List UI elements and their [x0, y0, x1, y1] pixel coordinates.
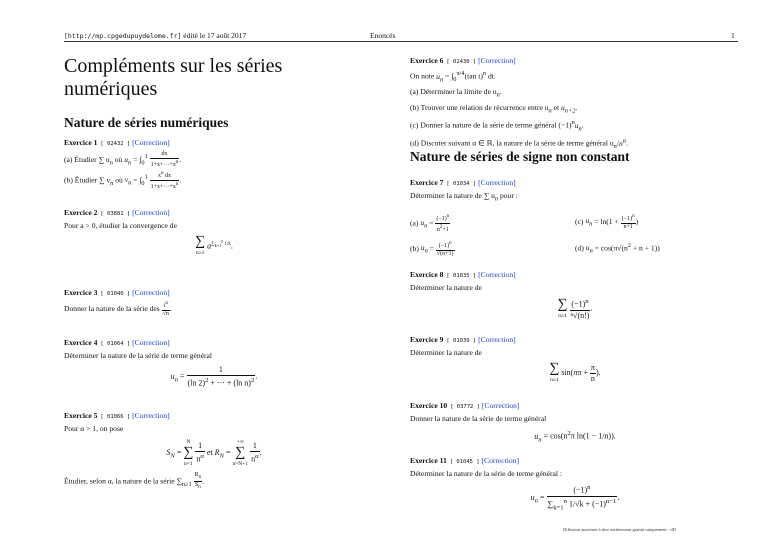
- exercise-10: Exercice 10 [ 03772 ] [Correction] Donner la nature de la série de terme général $u_n = \cos(n^2\pi$ ln(1 − 1/n)).: [410, 401, 616, 444]
- correction-link[interactable]: [Correction]: [132, 138, 170, 147]
- correction-link[interactable]: [Correction]: [132, 411, 170, 420]
- header-edited: édité le 17 août 2017: [183, 31, 247, 40]
- page-number: 1: [731, 31, 735, 40]
- header-center: Enoncés: [370, 31, 396, 40]
- correction-link[interactable]: [Correction]: [478, 270, 516, 279]
- correction-link[interactable]: [Correction]: [478, 335, 516, 344]
- exercise-4: Exercice 4 [ 01064 ] [Correction] Déterminer la nature de la série de terme général $u_n$ = $\frac{1}{(\ln 2)^2 + \cdot\cdot\cdot + (\ln n)^2}$ .: [64, 338, 258, 388]
- exercise-9: Exercice 9 [ 01039 ] [Correction] Déterminer la nature de ∑ n≥1 sin(nπ + $\frac{\pi}{n}$ ).: [410, 335, 601, 383]
- correction-link[interactable]: [Correction]: [481, 456, 520, 465]
- correction-link[interactable]: [Correction]: [132, 208, 170, 217]
- correction-link[interactable]: [Correction]: [478, 56, 516, 65]
- exercise-6: Exercice 6 [ 02430 ] [Correction] On note $u_n = \int_0^{\pi/4}(\tan$ t)$^n$ dt. (a) Déterminer la limite de $u_n$. (b) Trouver une relation de récurrence entre $u_n$ et $u_{n+2}$. (c) Donner la nature de la série de terme général $(-1)^nu_n$. (d) Discuter suivant α ∈ ℝ, la nature de la série de terme général $u_n/n^\alpha$.: [410, 56, 628, 151]
- header-rule: [64, 41, 738, 42]
- exercise-2: Exercice 2 [ 03881 ] [Correction] Pour a > 0, étudier la convergence de ∑ n≥1 $a^{\sum_{k=1}^n 1/k}$.: [64, 208, 233, 257]
- exercise-5: Exercice 5 [ 01066 ] [Correction] Pour α > 1, on pose $S_N$ = N ∑ n=1 $\frac{1}{n^\alpha}$ et $R_N$ = +∞ ∑ n=N+1 $\frac{1}{n^\alpha}$ . Étudier, selon α, la nature de la série $\sum_{n\ge 1}$ $\frac{R_n}{S_n}$ .: [64, 411, 262, 491]
- correction-link[interactable]: [Correction]: [481, 401, 520, 410]
- footer-note: Diffusion autorisée à titre entièrement gratuit uniquement - dD: [563, 527, 676, 532]
- left-column: [64, 55, 364, 491]
- page-title: Compléments sur les séries numériques: [64, 55, 283, 100]
- exercise-1: Exercice 1 [ 02432 ] [Correction] (a) Étudier ∑ $u_n$ où $u_n = \int_0^1$ $\frac{dx}{1+x+\cdot\cdot\cdot+x^n}$ . (b) Étudier ∑ $v_n$ où $v_n = \int_0^1$ $\frac{x^n dx}{1+x+\cdot\cdot\cdot+x^n}$ .: [64, 138, 182, 190]
- exercise-7: Exercice 7 [ 01034 ] [Correction] Déterminer la nature de ∑ $u_n$ pour : (a) $u_n$ = $\frac{(-1)^n}{n^2+1}$ (c) $u_n = \ln(1$ + $\frac{(-1)^n}{n+1}$ ) (b) $u_n$ = $\frac{(-1)^n}{√(n+1)}$ (d) $u_n = \cos(\pi√(n^2 + n + 1))$: [410, 178, 660, 257]
- correction-link[interactable]: [Correction]: [478, 178, 516, 187]
- exercise-8: Exercice 8 [ 01035 ] [Correction] Déterminer la nature de ∑ n≥1 $\frac{(-1)^n}{\text{ⁿ√(n!)}}$ .: [410, 270, 593, 320]
- section-heading-1: Nature de séries numériques: [64, 115, 229, 130]
- header-source: [64, 31, 246, 40]
- exercise-11: Exercice 11 [ 01045 ] [Correction] Déterminer la nature de la série de terme général : $u_n$ = $\frac{(-1)^n}{\sum_{k=1}^n 1/√k + (-1)^{n-1}}$ .: [410, 456, 620, 511]
- correction-link[interactable]: [Correction]: [132, 338, 170, 347]
- exercise-3: Exercice 3 [ 01040 ] [Correction] Donner la nature de la série des $\frac{i^n}{√n}$ .: [64, 288, 172, 317]
- correction-link[interactable]: [Correction]: [132, 288, 170, 297]
- header-url[interactable]: [http://mp.cpgedupuydelome.fr]: [64, 32, 182, 40]
- section-heading-2: Nature de séries de signe non constant: [410, 149, 630, 164]
